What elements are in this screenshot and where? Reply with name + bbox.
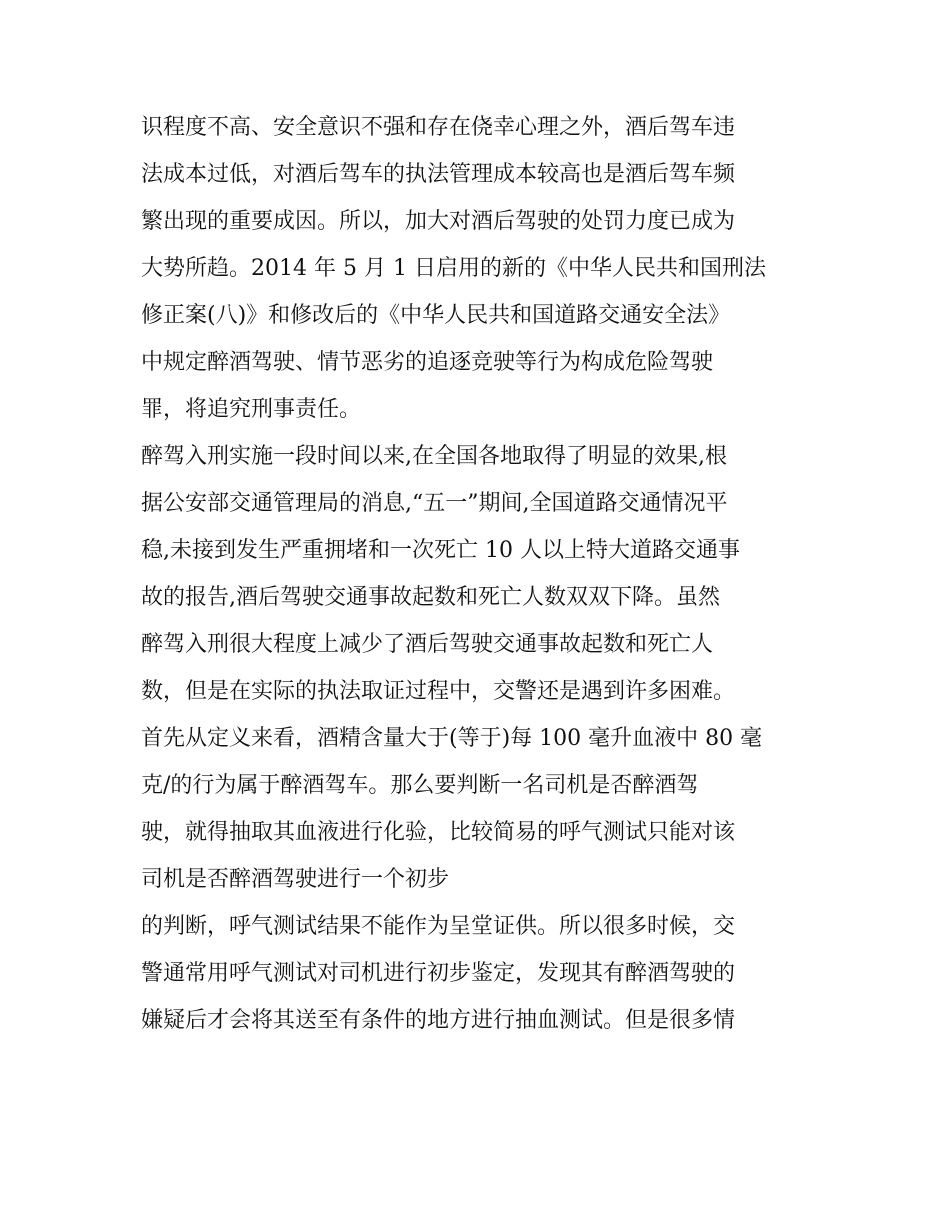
text-line: 故的报告,酒后驾驶交通事故起数和死亡人数双双下降。虽然 — [141, 585, 720, 610]
text-line: 罪，将追究刑事责任。 — [141, 397, 362, 422]
text-line: 繁出现的重要成因。所以，加大对酒后驾驶的处罚力度已成为 — [141, 209, 736, 234]
text-line: 司机是否醉酒驾驶进行一个初步 — [141, 867, 450, 892]
text-line: 醉驾入刑实施一段时间以来,在全国各地取得了明显的效果,根 — [141, 444, 727, 469]
text-line: 识程度不高、安全意识不强和存在侥幸心理之外，酒后驾车违 — [141, 115, 736, 140]
text-line: 法成本过低，对酒后驾车的执法管理成本较高也是酒后驾车频 — [141, 162, 736, 187]
text-line: 据公安部交通管理局的消息,“五一”期间,全国道路交通情况平 — [141, 491, 728, 516]
text-line: 警通常用呼气测试对司机进行初步鉴定，发现其有醉酒驾驶的 — [141, 961, 736, 986]
body-text — [141, 104, 821, 1044]
text-line: 首先从定义来看，酒精含量大于(等于)每 100 毫升血液中 80 毫 — [141, 726, 763, 751]
text-line: 大势所趋。2014 年 5 月 1 日启用的新的《中华人民共和国刑法 — [141, 256, 766, 281]
text-line: 驶，就得抽取其血液进行化验，比较简易的呼气测试只能对该 — [141, 820, 736, 845]
text-line: 醉驾入刑很大程度上减少了酒后驾驶交通事故起数和死亡人 — [141, 632, 714, 657]
text-line: 的判断，呼气测试结果不能作为呈堂证供。所以很多时候，交 — [141, 914, 736, 939]
text-line: 中规定醉酒驾驶、情节恶劣的追逐竞驶等行为构成危险驾驶 — [141, 350, 714, 375]
text-line: 稳,未接到发生严重拥堵和一次死亡 10 人以上特大道路交通事 — [141, 538, 740, 563]
text-line: 数，但是在实际的执法取证过程中，交警还是遇到许多困难。 — [141, 679, 736, 704]
text-line: 克/的行为属于醉酒驾车。那么要判断一名司机是否醉酒驾 — [141, 773, 699, 798]
text-line: 修正案(八)》和修改后的《中华人民共和国道路交通安全法》 — [141, 303, 731, 328]
text-line: 嫌疑后才会将其送至有条件的地方进行抽血测试。但是很多情 — [141, 1008, 736, 1033]
